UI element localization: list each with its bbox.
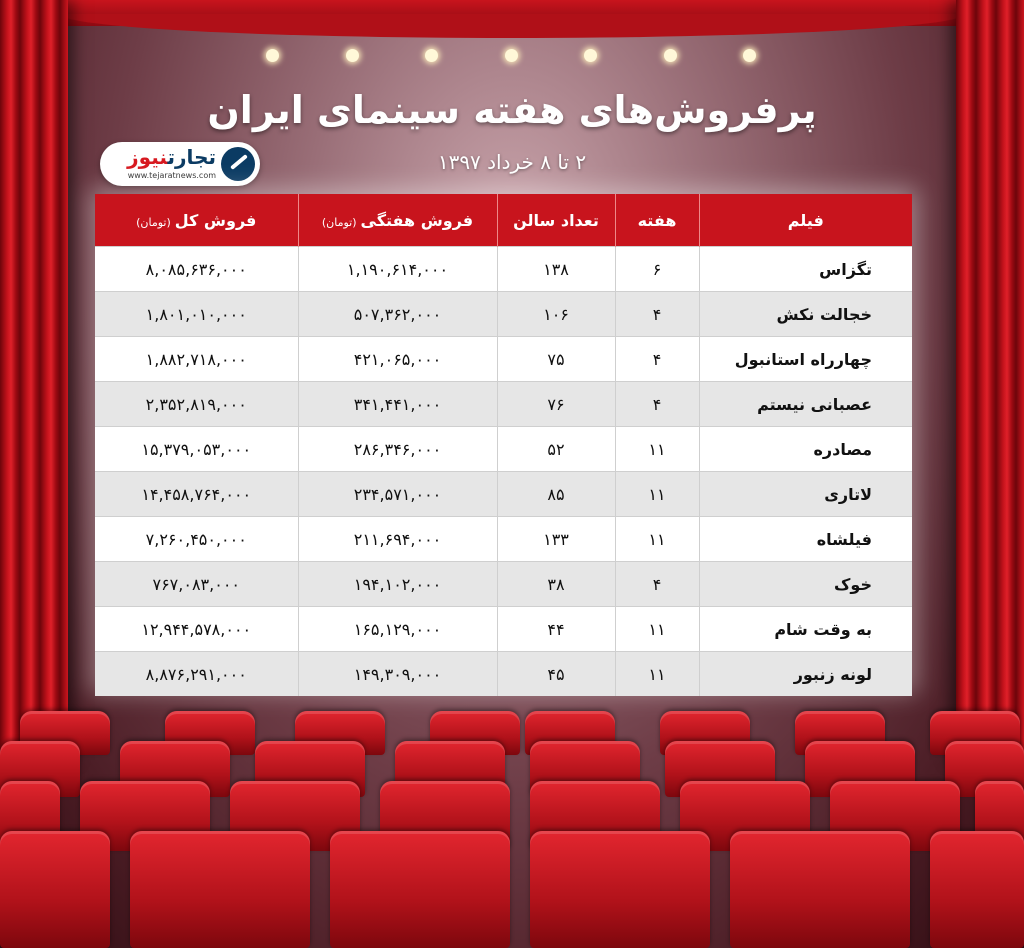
weekly-sales: ۱۴۹,۳۰۹,۰۰۰	[298, 652, 497, 697]
table-row	[95, 292, 912, 337]
hall-count: ۱۳۳	[497, 517, 615, 562]
brand-mark-icon	[221, 147, 255, 181]
weekly-sales: ۱۶۵,۱۲۹,۰۰۰	[298, 607, 497, 652]
total-sales: ۸,۸۷۶,۲۹۱,۰۰۰	[95, 652, 298, 697]
film-title: لونه زنبور	[699, 652, 912, 697]
hall-count: ۱۰۶	[497, 292, 615, 337]
weekly-sales: ۳۴۱,۴۴۱,۰۰۰	[298, 382, 497, 427]
header-film: فیلم	[699, 194, 912, 247]
light-bulb-icon	[743, 49, 756, 62]
stage-lights	[266, 49, 756, 63]
date-range: ۲ تا ۸ خرداد ۱۳۹۷	[437, 150, 587, 174]
header-total-sales	[95, 194, 298, 247]
week-count: ۱۱	[615, 652, 699, 697]
weekly-sales: ۱۹۴,۱۰۲,۰۰۰	[298, 562, 497, 607]
light-bulb-icon	[266, 49, 279, 62]
total-sales: ۱۲,۹۴۴,۵۷۸,۰۰۰	[95, 607, 298, 652]
light-bulb-icon	[664, 49, 677, 62]
light-bulb-icon	[505, 49, 518, 62]
table-row	[95, 427, 912, 472]
weekly-sales: ۵۰۷,۳۶۲,۰۰۰	[298, 292, 497, 337]
table-row	[95, 607, 912, 652]
hall-count: ۴۴	[497, 607, 615, 652]
film-title: لاتاری	[699, 472, 912, 517]
total-sales: ۸,۰۸۵,۶۳۶,۰۰۰	[95, 247, 298, 292]
hall-count: ۳۸	[497, 562, 615, 607]
week-count: ۱۱	[615, 472, 699, 517]
light-bulb-icon	[425, 49, 438, 62]
film-title: مصادره	[699, 427, 912, 472]
hall-count: ۵۲	[497, 427, 615, 472]
box-office-table	[95, 194, 912, 688]
total-sales: ۱,۸۸۲,۷۱۸,۰۰۰	[95, 337, 298, 382]
hall-count: ۸۵	[497, 472, 615, 517]
curtain-valance	[0, 0, 1024, 26]
weekly-sales: ۲۱۱,۶۹۴,۰۰۰	[298, 517, 497, 562]
seat-icon	[0, 831, 110, 948]
week-count: ۴	[615, 382, 699, 427]
week-count: ۴	[615, 337, 699, 382]
brand-name	[127, 145, 216, 169]
total-sales: ۷۶۷,۰۸۳,۰۰۰	[95, 562, 298, 607]
total-sales: ۱,۸۰۱,۰۱۰,۰۰۰	[95, 292, 298, 337]
total-sales: ۱۵,۳۷۹,۰۵۳,۰۰۰	[95, 427, 298, 472]
week-count: ۱۱	[615, 517, 699, 562]
header-week: هفته	[615, 194, 699, 247]
week-count: ۶	[615, 247, 699, 292]
header-weekly-sales	[298, 194, 497, 247]
header-weekly-sales-label: فروش هفتگی	[360, 210, 474, 230]
film-title: چهارراه استانبول	[699, 337, 912, 382]
seat-icon	[130, 831, 310, 948]
table-header-row	[95, 194, 912, 247]
hall-count: ۴۵	[497, 652, 615, 697]
light-bulb-icon	[584, 49, 597, 62]
table-row	[95, 652, 912, 697]
total-sales: ۷,۲۶۰,۴۵۰,۰۰۰	[95, 517, 298, 562]
film-title: فیلشاه	[699, 517, 912, 562]
seat-icon	[930, 831, 1024, 948]
table-row	[95, 472, 912, 517]
hall-count: ۱۳۸	[497, 247, 615, 292]
theater-seats	[0, 705, 1024, 948]
table-row	[95, 517, 912, 562]
weekly-sales: ۲۸۶,۳۴۶,۰۰۰	[298, 427, 497, 472]
week-count: ۱۱	[615, 607, 699, 652]
week-count: ۴	[615, 292, 699, 337]
table-row	[95, 562, 912, 607]
table-row	[95, 382, 912, 427]
film-title: خوک	[699, 562, 912, 607]
total-sales: ۱۴,۴۵۸,۷۶۴,۰۰۰	[95, 472, 298, 517]
weekly-sales: ۲۳۴,۵۷۱,۰۰۰	[298, 472, 497, 517]
film-title: تگزاس	[699, 247, 912, 292]
seat-icon	[730, 831, 910, 948]
header-halls: تعداد سالن	[497, 194, 615, 247]
hall-count: ۷۵	[497, 337, 615, 382]
table-row	[95, 247, 912, 292]
header-total-sales-unit: (تومان)	[136, 215, 171, 229]
seat-icon	[330, 831, 510, 948]
weekly-sales: ۱,۱۹۰,۶۱۴,۰۰۰	[298, 247, 497, 292]
table-row	[95, 337, 912, 382]
seat-icon	[530, 831, 710, 948]
film-title: عصبانی نیستم	[699, 382, 912, 427]
brand-name-part2: نیوز	[127, 145, 168, 169]
weekly-sales: ۴۲۱,۰۶۵,۰۰۰	[298, 337, 497, 382]
brand-name-part1: تجارت	[167, 145, 216, 169]
film-title: به وقت شام	[699, 607, 912, 652]
total-sales: ۲,۳۵۲,۸۱۹,۰۰۰	[95, 382, 298, 427]
brand-logo	[100, 142, 260, 186]
week-count: ۱۱	[615, 427, 699, 472]
hall-count: ۷۶	[497, 382, 615, 427]
brand-url: www.tejaratnews.com	[127, 171, 216, 180]
week-count: ۴	[615, 562, 699, 607]
film-title: خجالت نکش	[699, 292, 912, 337]
header-total-sales-label: فروش کل	[174, 210, 257, 230]
light-bulb-icon	[346, 49, 359, 62]
page-title: پرفروش‌های هفته سینمای ایران	[207, 88, 817, 132]
header-weekly-sales-unit: (تومان)	[321, 215, 357, 229]
